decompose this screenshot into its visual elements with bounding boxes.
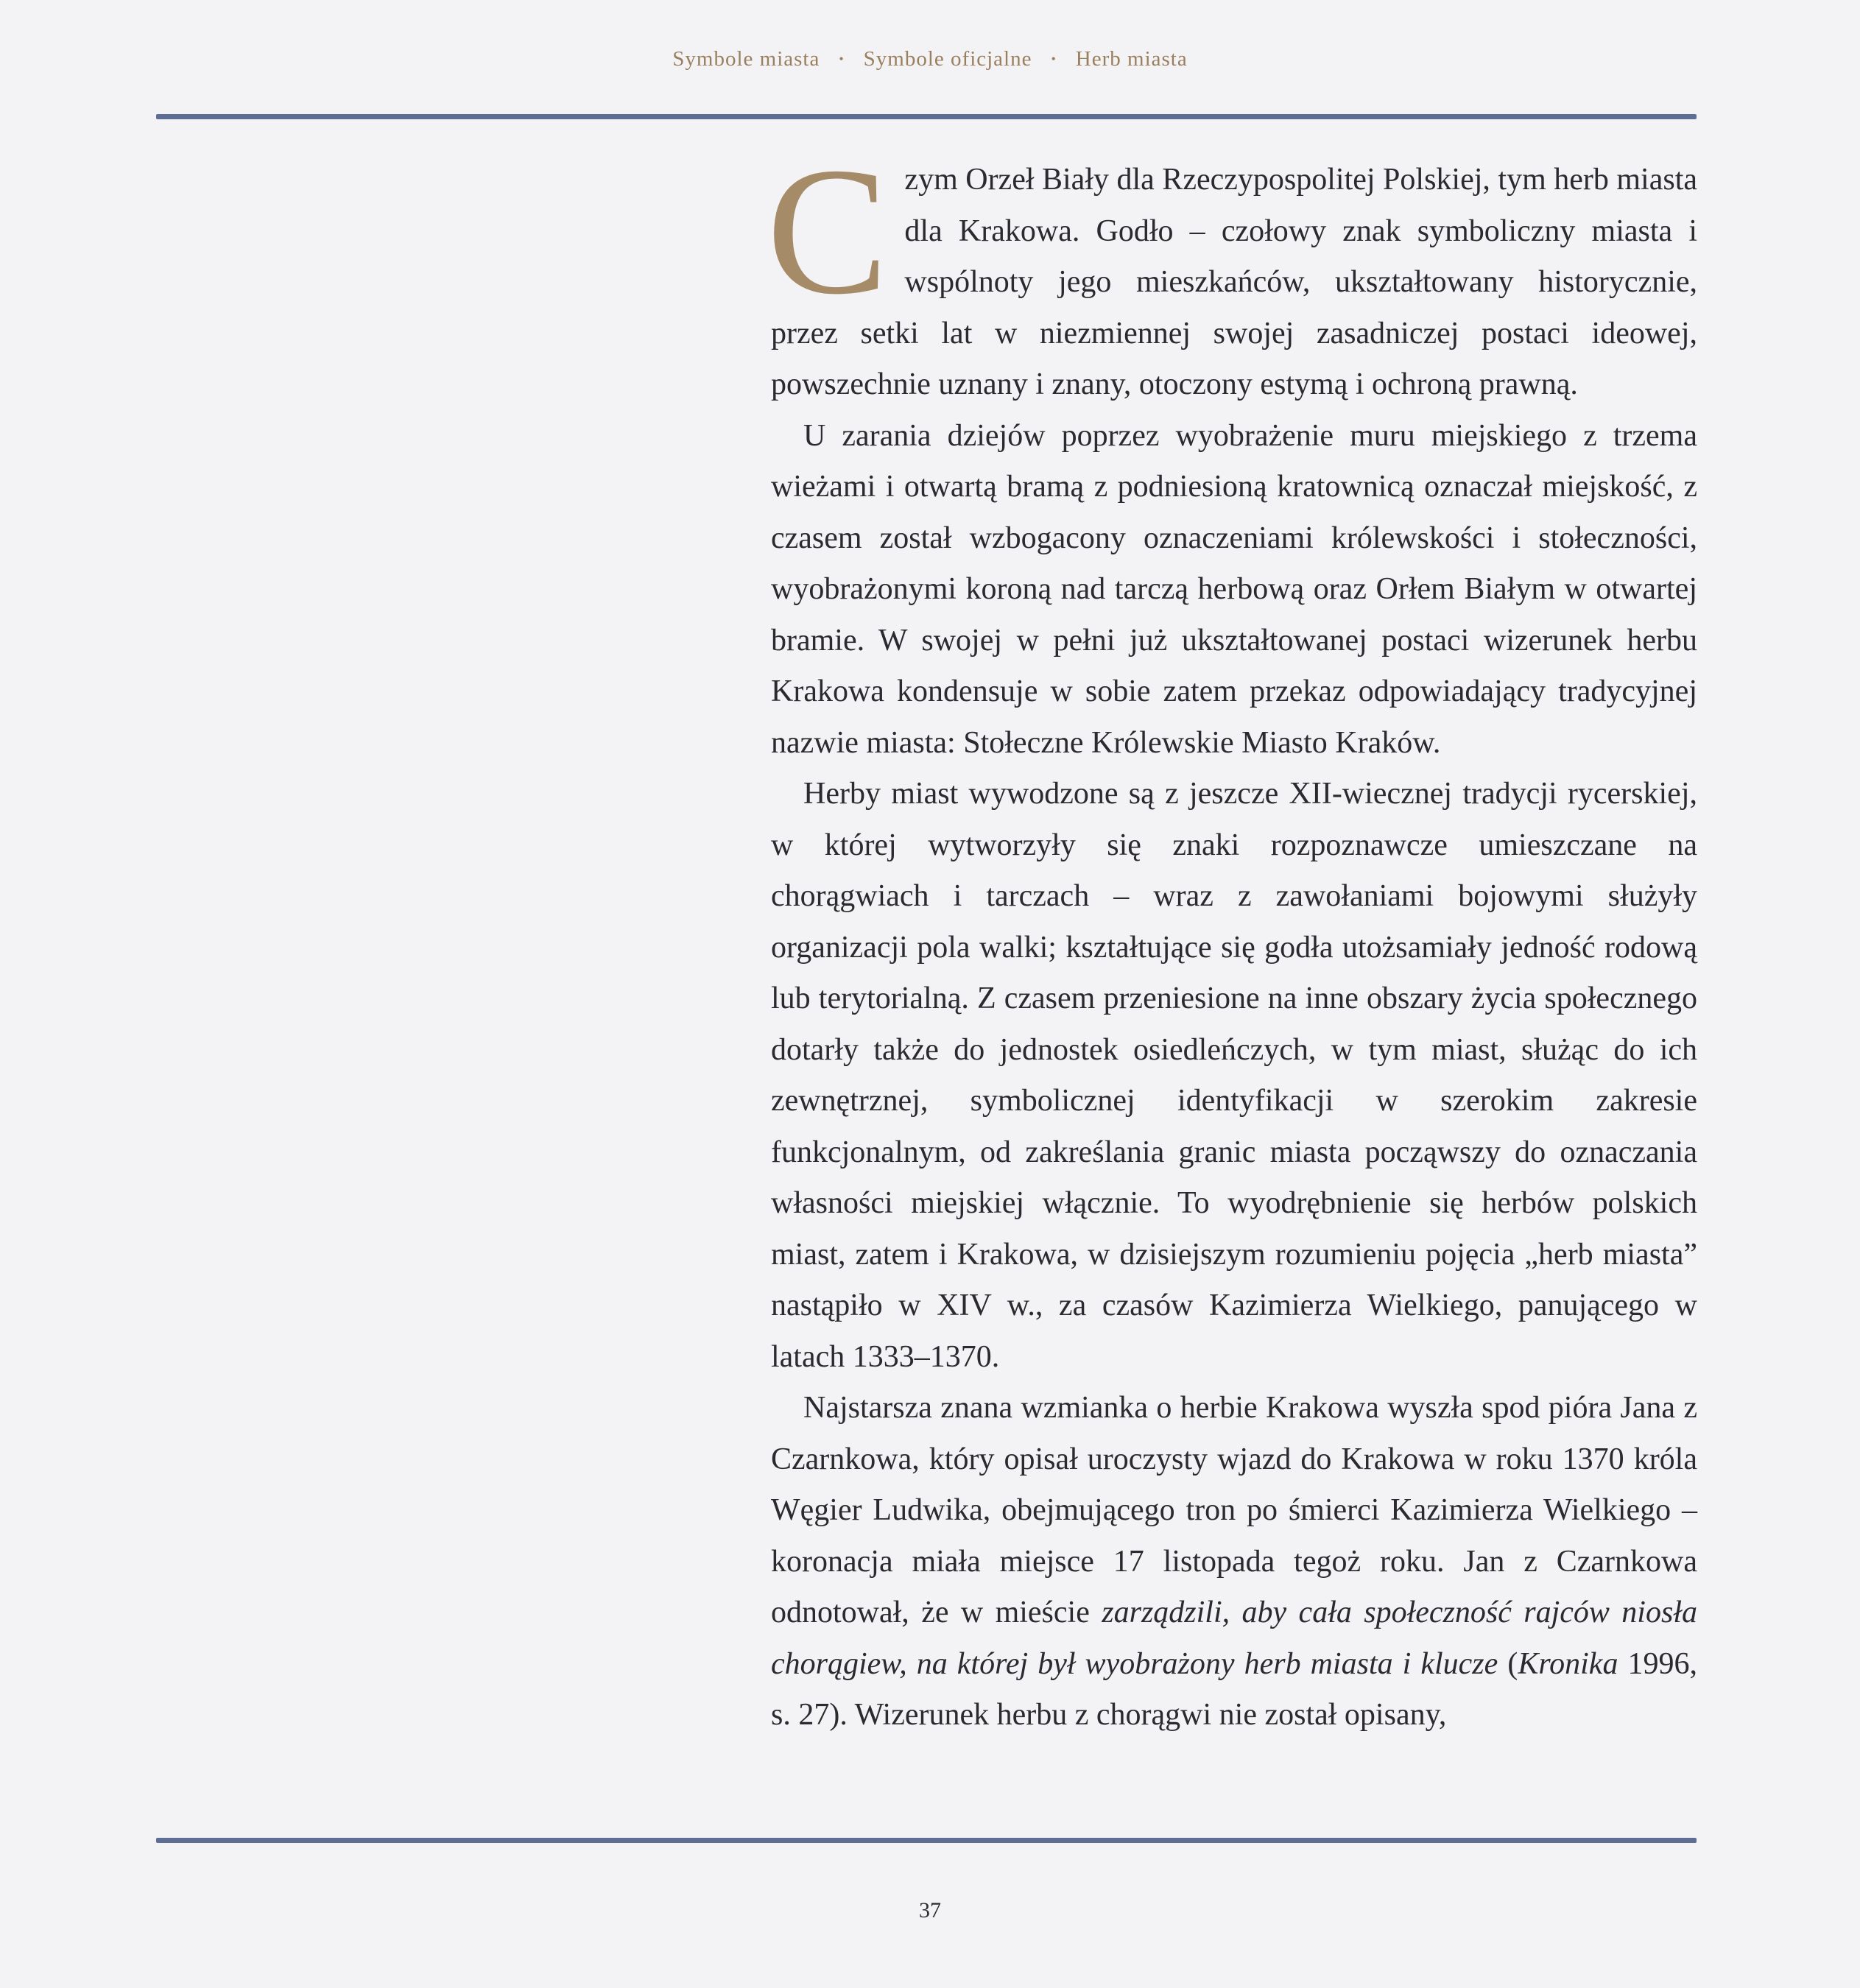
breadcrumb-separator-icon: • (1051, 51, 1057, 66)
paragraph-4-end: 1996, s. 27). Wizerunek herbu z chorągwi nie został opisany, (771, 1646, 1697, 1732)
page-number: 37 (919, 1898, 941, 1922)
citation-title: Kronika (1518, 1646, 1618, 1681)
top-divider (156, 114, 1697, 119)
paragraph-4-text: Najstarsza znana wzmianka o herbie Krakowa wyszła spod pióra Jana z Czarnkowa, który opisał uroczysty wjazd do Krakowa w roku 1370 króla Węgier Ludwika, obejmującego tron po śmierci Kazimierza Wielkiego – koronacja miała miejsce 17 listopada tegoż roku. Jan z Czarnkowa odnotował, że w mieście (771, 1391, 1697, 1629)
breadcrumb-topic: Herb miasta (1075, 47, 1188, 71)
paragraph-2: U zarania dziejów poprzez wyobrażenie muru miejskiego z trzema wieżami i otwartą bramą z podniesioną kratownicą oznaczał miejskość, z czasem został wzbogacony oznaczeniami królewskości i stołeczności, wyobrażonymi koroną nad tarczą herbową oraz Orłem Białym w otwartej bramie. W swojej w pełni już ukształtowanej postaci wizerunek herbu Krakowa kondensuje w sobie zatem przekaz odpowiadający tradycyjnej nazwie miasta: Stołeczne Królewskie Miasto Kraków. (771, 418, 1697, 760)
chronicle-quote: zarządzili, aby cała społeczność rajców niosła chorągiew, na której był wyobrażony herb miasta i klucze (771, 1596, 1697, 1681)
citation-open: ( (1498, 1646, 1518, 1681)
paragraph-3: Herby miast wywodzone są z jeszcze XII-wiecznej tradycji rycerskiej, w której wytworzyły się znaki rozpoznawcze umieszczane na chorągwiach i tarczach – wraz z zawołaniami bojowymi służyły organizacji pola walki; kształtujące się godła utożsamiały jedność rodową lub terytorialną. Z czasem przeniesione na inne obszary życia społecznego dotarły także do jednostek osiedleńczych, w tym miast, służąc do ich zewnętrznej, symbolicznej identyfikacji w szerokim zakresie funkcjonalnym, od zakreślania granic miasta począwszy do oznaczania własności miejskiej włącznie. To wyodrębnienie się herbów polskich miast, zatem i Krakowa, w dzisiejszym rozumieniu pojęcia „herb miasta” nastąpiło w XIV w., za czasów Kazimierza Wielkiego, panującego w latach 1333–1370. (771, 777, 1697, 1374)
bottom-divider (156, 1838, 1697, 1843)
breadcrumb-separator-icon: • (839, 51, 845, 66)
running-head (0, 47, 1860, 71)
breadcrumb-section: Symbole miasta (672, 47, 820, 71)
article-body (767, 130, 1697, 1741)
drop-cap: C (767, 130, 889, 332)
paragraph-4 (771, 1383, 1697, 1741)
paragraph-1 (767, 130, 1697, 411)
paragraph-1-text: zym Orzeł Biały dla Rzeczypospolitej Polskiej, tym herb miasta dla Krakowa. Godło – czołowy znak symboliczny miasta i wspólnoty jego mieszkańców, ukształtowany historycznie, przez setki lat w niezmiennej swojej zasadniczej postaci ideowej, powszechnie uznany i znany, otoczony estymą i ochroną prawną. (771, 163, 1697, 401)
breadcrumb-subsection: Symbole oficjalne (863, 47, 1032, 71)
